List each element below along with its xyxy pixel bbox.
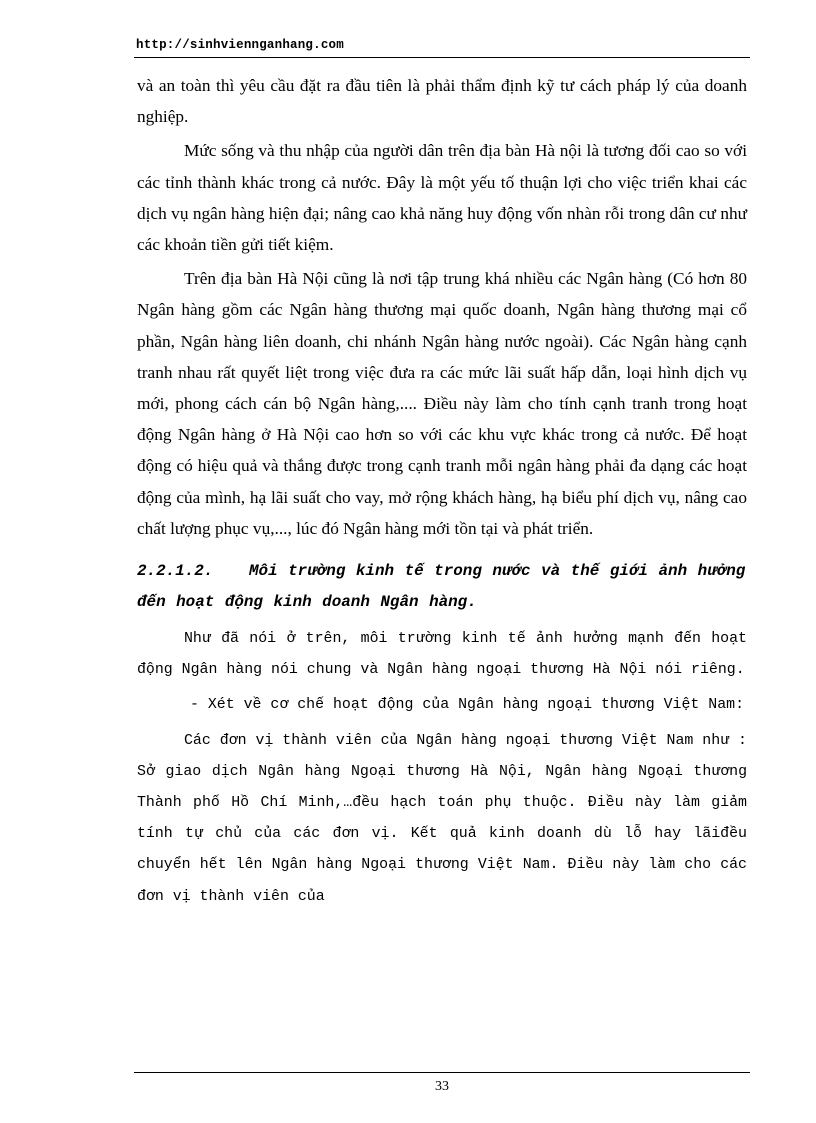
header-rule: [134, 57, 750, 58]
paragraph-3: Trên địa bàn Hà Nội cũng là nơi tập trung khá nhiều các Ngân hàng (Có hơn 80 Ngân hàng gồm các Ngân hàng thương mại quốc doanh, Ngân hàng thương mại cổ phần, Ngân hàng liên doanh, chi nhánh Ngân hàng nước ngoài). Các Ngân hàng cạnh tranh nhau rất quyết liệt trong việc đưa ra các mức lãi suất hấp dẫn, loại hình dịch vụ mới, phong cách cán bộ Ngân hàng,.... Điều này làm cho tính cạnh tranh trong hoạt động Ngân hàng ở Hà Nội cao hơn so với các khu vực khác trong cả nước. Để hoạt động có hiệu quả và thắng được trong cạnh tranh mỗi ngân hàng phải đa dạng các hoạt động của mình, hạ lãi suất cho vay, mở rộng khách hàng, hạ biểu phí dịch vụ, nâng cao chất lượng phục vụ,..., lúc đó Ngân hàng mới tồn tại và phát triển.: [137, 269, 747, 538]
paragraph-1: và an toàn thì yêu cầu đặt ra đầu tiên là phải thẩm định kỹ tư cách pháp lý của doanh nghiệp.: [137, 76, 747, 127]
header-url: http://sinhviennganhang.com: [136, 38, 344, 52]
section-heading: [137, 556, 747, 618]
document-body: [137, 70, 747, 913]
section-number: 2.2.1.2.: [137, 562, 214, 581]
footer-rule: [134, 1072, 750, 1073]
paragraph-2: Mức sống và thu nhập của người dân trên địa bàn Hà nội là tương đối cao so với các tỉnh thành khác trong cả nước. Đây là một yếu tố thuận lợi cho việc triển khai các dịch vụ ngân hàng hiện đại; nâng cao khả năng huy động vốn nhàn rỗi trong dân cư như các khoản tiền gửi tiết kiệm.: [137, 141, 747, 255]
mono-paragraph-2: Các đơn vị thành viên của Ngân hàng ngoại thương Việt Nam như : Sở giao dịch Ngân hàng Ngoại thương Hà Nội, Ngân hàng Ngoại thương Thành phố Hồ Chí Minh,…đều hạch toán phụ thuộc. Điều này làm giảm tính tự chủ của các đơn vị. Kết quả kinh doanh dù lỗ hay lãiđều chuyển hết lên Ngân hàng Ngoại thương Việt Nam. Điều này làm cho các đơn vị thành viên của: [137, 732, 747, 905]
page-number: 33: [435, 1079, 449, 1094]
bullet-item: - Xét về cơ chế hoạt động của Ngân hàng ngoại thương Việt Nam:: [190, 697, 745, 714]
mono-paragraph-1: Như đã nói ở trên, môi trường kinh tế ảnh hưởng mạnh đến hoạt động Ngân hàng nói chung và Ngân hàng ngoại thương Hà Nội nói riêng.: [137, 631, 747, 679]
section-title: Môi trường kinh tế trong nước và thế giới ảnh hưởng đến hoạt động kinh doanh Ngân hàng.: [137, 562, 746, 612]
